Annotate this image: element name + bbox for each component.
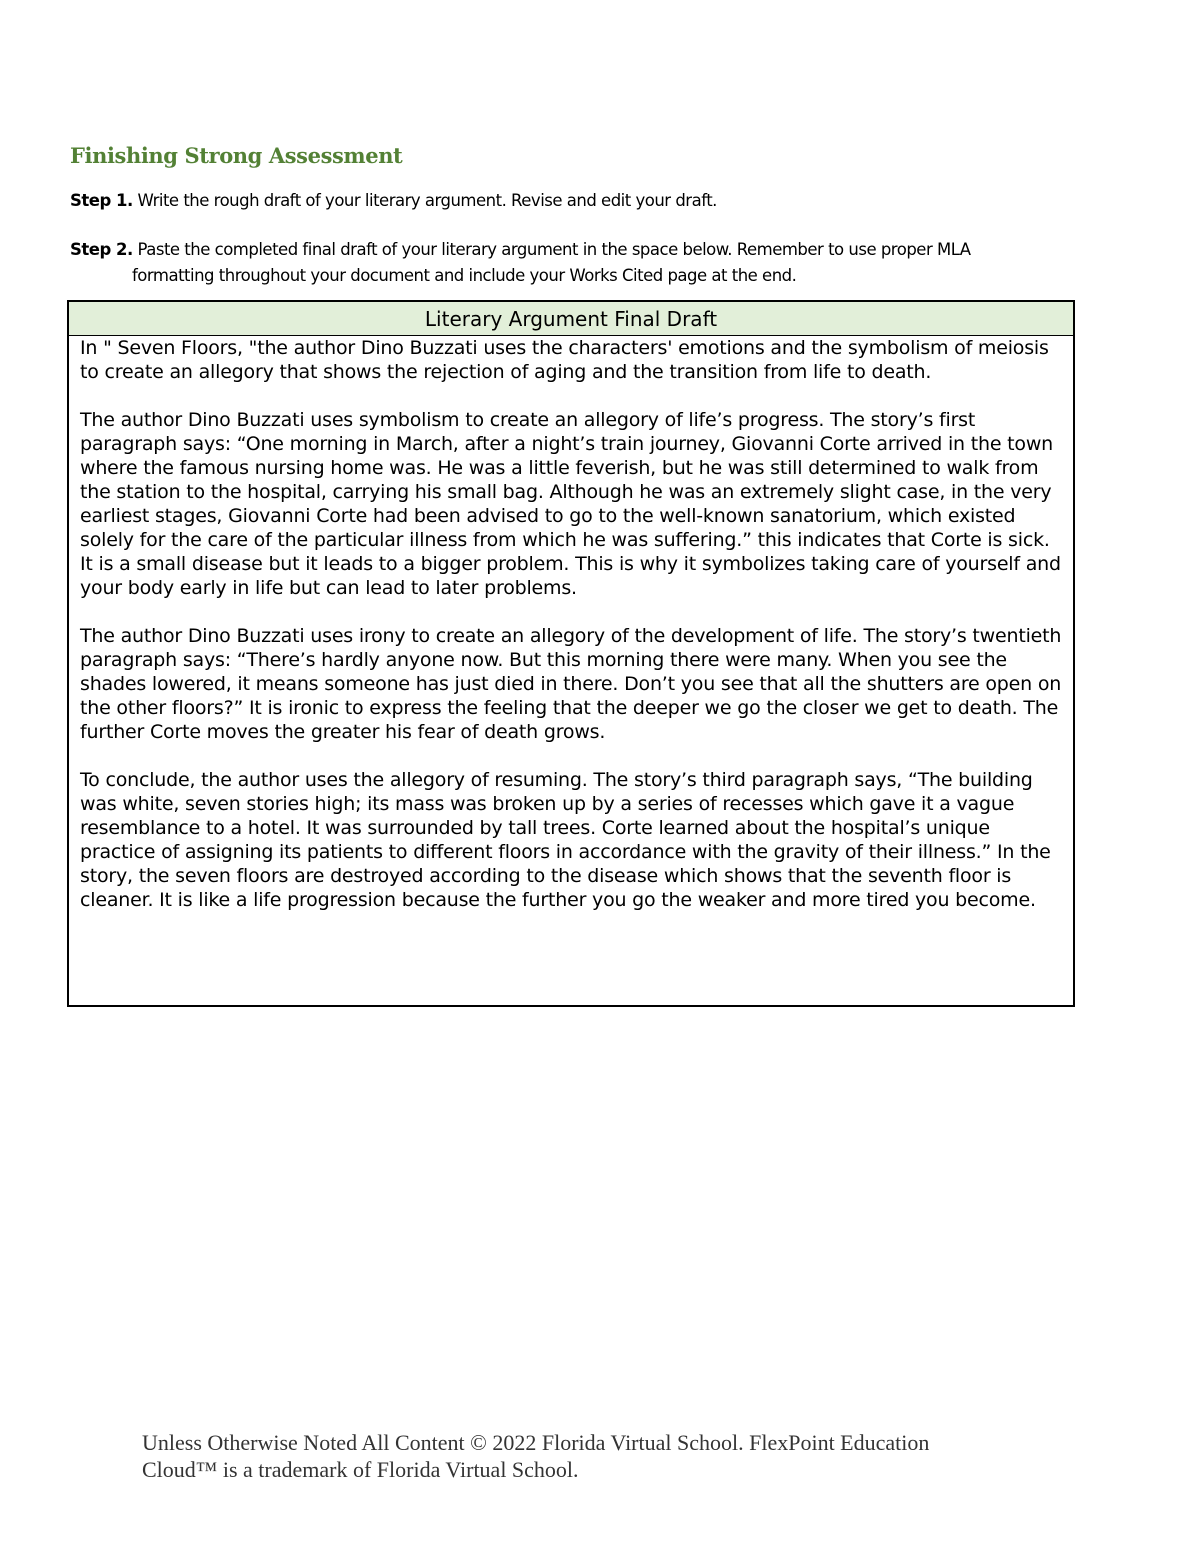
final-draft-body: [69, 336, 1073, 912]
step-2-continuation: formatting throughout your document and include your Works Cited page at the end.: [132, 266, 797, 285]
footer-line-1: Unless Otherwise Noted All Content © 2022 Florida Virtual School. FlexPoint Education: [142, 1430, 930, 1455]
footer-line-2: Cloud™ is a trademark of Florida Virtual School.: [142, 1457, 579, 1482]
final-draft-table: [67, 300, 1075, 1007]
copyright-footer: [142, 1429, 1022, 1483]
step-1-instruction: [70, 188, 717, 214]
draft-paragraph-4: To conclude, the author uses the allegory of resuming. The story’s third paragraph says, “The building was white, seven stories high; its mass was broken up by a series of recesses which gave it a vague resemblance to a hotel. It was surrounded by tall trees. Corte learned about the hospital’s unique practice of assigning its patients to different floors in accordance with the gravity of their illness.” In the story, the seven floors are destroyed according to the disease which shows that the seventh floor is cleaner. It is like a life progression because the further you go the weaker and more tired you become.: [80, 769, 1051, 911]
draft-paragraph-1: In " Seven Floors, "the author Dino Buzzati uses the characters' emotions and the symbolism of meiosis to create an allegory that shows the rejection of aging and the transition from life to death.: [80, 337, 1049, 383]
final-draft-header: Literary Argument Final Draft: [69, 302, 1073, 336]
step-2-text: Paste the completed final draft of your literary argument in the space below. Remember to use proper MLA: [132, 240, 971, 259]
draft-paragraph-2: The author Dino Buzzati uses symbolism to create an allegory of life’s progress. The story’s first paragraph says: “One morning in March, after a night’s train journey, Giovanni Corte arrived in the town where the famous nursing home was. He was a little feverish, but he was still determined to walk from the station to the hospital, carrying his small bag. Although he was an extremely slight case, in the very earliest stages, Giovanni Corte had been advised to go to the well-known sanatorium, which existed solely for the care of the particular illness from which he was suffering.” this indicates that Corte is sick. It is a small disease but it leads to a bigger problem. This is why it symbolizes taking care of yourself and your body early in life but can lead to later problems.: [80, 409, 1061, 599]
draft-paragraph-3: The author Dino Buzzati uses irony to create an allegory of the development of life. The story’s twentieth paragraph says: “There’s hardly anyone now. But this morning there were many. When you see the shades lowered, it means someone has just died in there. Don’t you see that all the shutters are open on the other floors?” It is ironic to express the feeling that the deeper we go the closer we get to death. The further Corte moves the greater his fear of death grows.: [80, 625, 1062, 743]
step-1-label: Step 1.: [70, 191, 133, 210]
step-1-text: Write the rough draft of your literary argument. Revise and edit your draft.: [132, 191, 717, 210]
step-2-instruction: [70, 237, 1080, 289]
step-2-label: Step 2.: [70, 240, 133, 259]
page-title: Finishing Strong Assessment: [70, 143, 403, 168]
